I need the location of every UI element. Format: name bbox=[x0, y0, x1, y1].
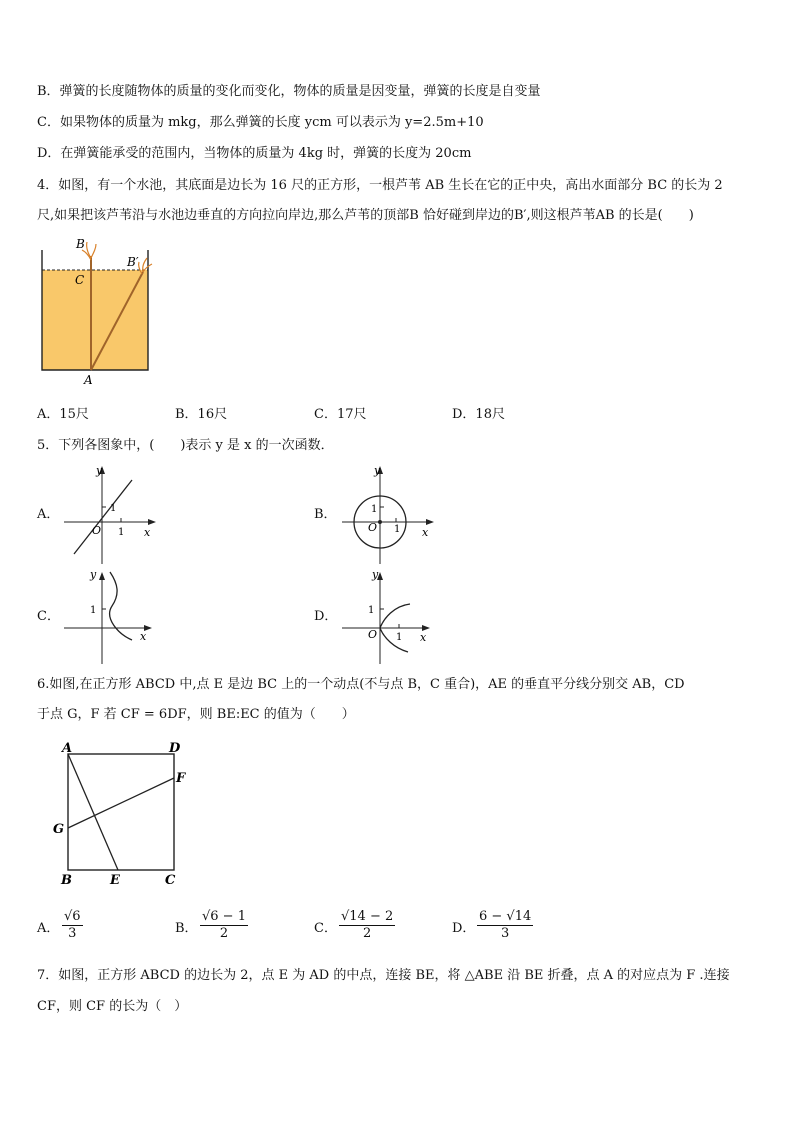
graph-c-tick-y: 1 bbox=[90, 605, 97, 616]
graph-c-y-label: y bbox=[90, 568, 97, 581]
q4-option-b: B．16尺 bbox=[175, 407, 228, 422]
q6-option-b-label: B． bbox=[175, 921, 198, 936]
q5-label-b: B． bbox=[314, 507, 337, 522]
q6-option-b-numerator: √6 − 1 bbox=[202, 909, 246, 924]
graph-b bbox=[338, 460, 438, 568]
graph-a-x-label: x bbox=[144, 526, 151, 539]
q4-option-a: A．15尺 bbox=[37, 407, 89, 422]
graph-c bbox=[60, 566, 160, 666]
q5-label-a: A． bbox=[37, 507, 60, 522]
graph-a-line bbox=[74, 480, 132, 554]
q6-option-a-fraction bbox=[62, 909, 83, 942]
graph-a-tick-x: 1 bbox=[118, 527, 125, 538]
q6-option-c-denominator: 2 bbox=[362, 926, 372, 941]
q4-stem-line2: 尺,如果把该芦苇沿与水池边垂直的方向拉向岸边,那么芦苇的顶部B 恰好碰到岸边的B′,则这根芦苇AB 的长是( ) bbox=[37, 208, 694, 223]
graph-d-x-label: x bbox=[420, 631, 427, 644]
q6-stem-line1: 6.如图,在正方形 ABCD 中,点 E 是边 BC 上的一个动点(不与点 B，C 重合)，AE 的垂直平分线分别交 AB，CD bbox=[37, 677, 685, 692]
graph-d bbox=[338, 566, 438, 666]
graph-b-x-label: x bbox=[422, 526, 429, 539]
q6-option-d-denominator: 3 bbox=[500, 926, 510, 941]
label-d: D bbox=[169, 742, 181, 756]
segment-gf bbox=[68, 778, 174, 828]
label-b: B bbox=[76, 237, 85, 251]
graph-b-y-label: y bbox=[374, 464, 381, 477]
graph-b-tick-x: 1 bbox=[394, 524, 401, 535]
q6-option-b-fraction bbox=[200, 909, 248, 942]
square-abcd-figure bbox=[48, 742, 198, 890]
graph-c-curve bbox=[110, 572, 132, 640]
q6-option-d-fraction bbox=[477, 909, 533, 942]
q6-option-a-label: A． bbox=[37, 921, 60, 936]
q6-option-a-denominator: 3 bbox=[68, 926, 77, 941]
graph-d-tick-y: 1 bbox=[368, 605, 375, 616]
q7-stem-line1: 7．如图，正方形 ABCD 的边长为 2，点 E 为 AD 的中点，连接 BE，将 △ABE 沿 BE 折叠，点 A 的对应点为 F .连接 bbox=[37, 968, 730, 983]
label-bprime: B′ bbox=[127, 255, 139, 269]
q6-option-a-numerator: √6 bbox=[64, 909, 81, 924]
graph-b-origin: O bbox=[368, 521, 378, 534]
label-b: B bbox=[61, 873, 72, 888]
label-f: F bbox=[176, 771, 186, 786]
graph-a bbox=[60, 460, 160, 568]
q4-stem-line1: 4．如图，有一个水池，其底面是边长为 16 尺的正方形，一根芦苇 AB 生长在它的正中央，高出水面部分 BC 的长为 2 bbox=[37, 178, 723, 193]
pool-reed-figure bbox=[30, 236, 160, 388]
q3-option-c: C．如果物体的质量为 mkg，那么弹簧的长度 ycm 可以表示为 y=2.5m+10 bbox=[37, 115, 484, 130]
graph-a-y-label: y bbox=[96, 464, 103, 477]
q5-label-c: C． bbox=[37, 609, 60, 624]
graph-a-tick-y: 1 bbox=[110, 503, 117, 514]
q4-option-c: C．17尺 bbox=[314, 407, 367, 422]
label-e: E bbox=[110, 873, 120, 888]
q3-option-b: B．弹簧的长度随物体的质量的变化而变化，物体的质量是因变量，弹簧的长度是自变量 bbox=[37, 84, 541, 99]
label-c: C bbox=[165, 873, 176, 888]
graph-d-y-label: y bbox=[372, 568, 379, 581]
q6-option-d-numerator: 6 − √14 bbox=[479, 909, 532, 924]
q6-option-c-fraction bbox=[339, 909, 395, 942]
q6-option-b-denominator: 2 bbox=[219, 926, 229, 941]
q3-option-d: D．在弹簧能承受的范围内，当物体的质量为 4kg 时，弹簧的长度为 20cm bbox=[37, 146, 472, 161]
segment-ae bbox=[68, 754, 118, 870]
graph-d-tick-x: 1 bbox=[396, 632, 403, 643]
q7-stem-line2: CF，则 CF 的长为（ ） bbox=[37, 999, 188, 1014]
q4-option-d: D．18尺 bbox=[452, 407, 505, 422]
q6-option-d-label: D． bbox=[452, 921, 476, 936]
q5-label-d: D． bbox=[314, 609, 338, 624]
label-c: C bbox=[75, 273, 85, 287]
graph-a-origin: O bbox=[92, 524, 102, 537]
label-g: G bbox=[53, 822, 65, 837]
q6-stem-line2: 于点 G，F 若 CF = 6DF，则 BE:EC 的值为（ ） bbox=[37, 707, 355, 722]
label-a: A bbox=[62, 742, 73, 756]
q5-stem: 5．下列各图象中，( )表示 y 是 x 的一次函数． bbox=[37, 438, 334, 453]
q6-option-c-label: C． bbox=[314, 921, 337, 936]
square-abcd bbox=[68, 754, 174, 870]
graph-d-origin: O bbox=[368, 628, 378, 641]
q6-option-c-numerator: √14 − 2 bbox=[341, 909, 394, 924]
pool-water bbox=[42, 270, 148, 370]
graph-b-tick-y: 1 bbox=[371, 504, 378, 515]
graph-c-x-label: x bbox=[140, 630, 147, 643]
label-a: A bbox=[84, 373, 93, 387]
